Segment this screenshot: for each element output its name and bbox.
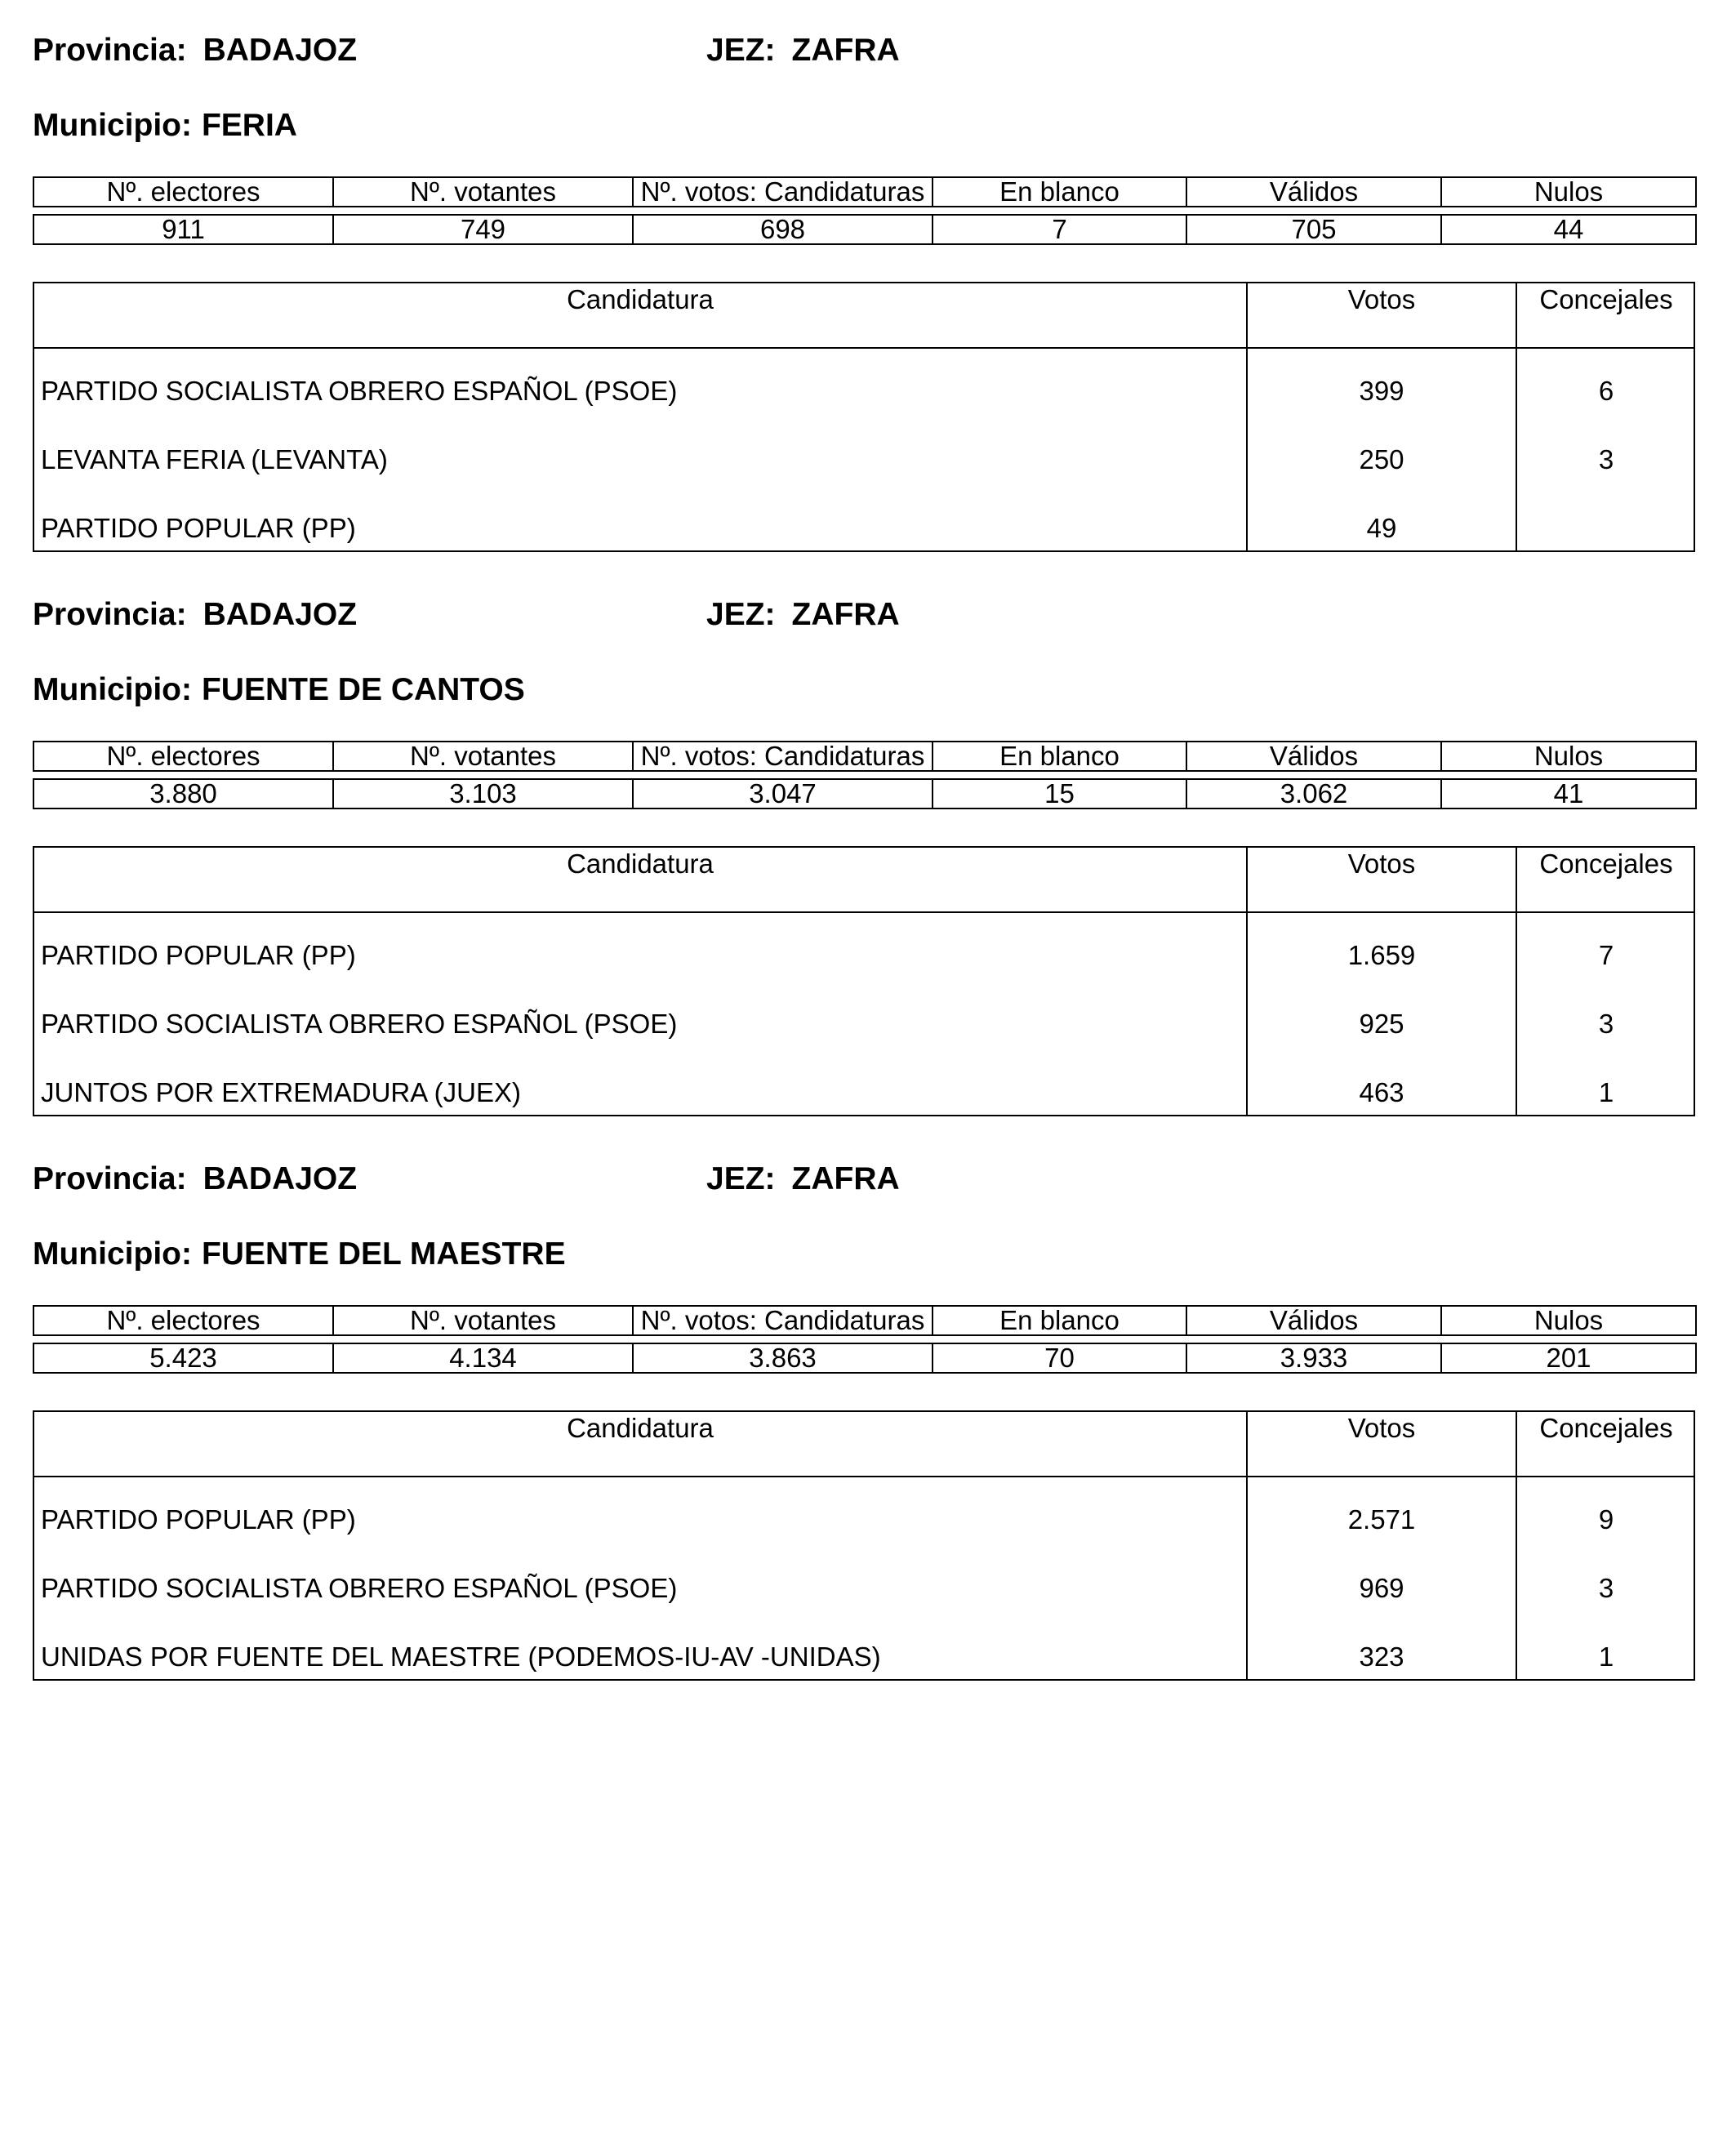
stats-header-row [33, 742, 1696, 771]
stats-header-cell: Nº. votos: Candidaturas [633, 742, 933, 771]
provincia-value: BADAJOZ [203, 597, 358, 632]
stats-value-cell: 911 [33, 215, 333, 244]
jez-label: JEZ: [706, 1161, 776, 1196]
candidate-concejales: 3 [1598, 1009, 1614, 1039]
candidate-votes: 250 [1359, 444, 1404, 474]
stats-header-cell: Nº. votantes [333, 742, 633, 771]
municipio-value: FERIA [201, 108, 297, 143]
municipio-value: FUENTE DEL MAESTRE [201, 1236, 566, 1272]
jez-label: JEZ: [706, 597, 776, 632]
municipio-value: FUENTE DE CANTOS [201, 672, 525, 707]
stats-header-cell: Nº. electores [33, 742, 333, 771]
stats-value-row [33, 779, 1696, 808]
stats-value-cell: 3.062 [1186, 779, 1441, 808]
stats-value-cell: 70 [933, 1343, 1186, 1373]
concejales-header: Concejales [1539, 849, 1673, 879]
stats-value-cell: 749 [333, 215, 633, 244]
candidate-name: PARTIDO POPULAR (PP) [41, 940, 356, 970]
jez-heading [706, 34, 900, 66]
candidate-name: PARTIDO POPULAR (PP) [41, 513, 356, 543]
jez-value: ZAFRA [791, 597, 900, 632]
votos-header: Votos [1347, 284, 1416, 314]
candidate-row [34, 1641, 1694, 1673]
stats-header-cell: Válidos [1186, 1306, 1441, 1335]
candidate-concejales: 1 [1598, 1642, 1614, 1672]
candidate-name: LEVANTA FERIA (LEVANTA) [41, 444, 388, 474]
candidate-votes: 925 [1359, 1009, 1404, 1039]
stats-value-cell: 7 [933, 215, 1186, 244]
candidate-row [34, 375, 1694, 408]
jez-label: JEZ: [706, 33, 776, 68]
candidate-votes: 399 [1359, 376, 1404, 406]
stats-value-cell: 15 [933, 779, 1186, 808]
candidate-row [34, 1572, 1694, 1605]
jez-heading [706, 1163, 900, 1195]
stats-header-cell: Válidos [1186, 742, 1441, 771]
stats-header-cell: Nº. votos: Candidaturas [633, 1306, 933, 1335]
provincia-heading [33, 34, 357, 66]
stats-header-cell: Nº. votantes [333, 177, 633, 207]
provincia-label: Provincia: [33, 33, 187, 68]
stats-table [33, 1305, 1697, 1374]
candidate-row [34, 1076, 1694, 1109]
stats-value-cell: 5.423 [33, 1343, 333, 1373]
stats-header-cell: Nº. votantes [333, 1306, 633, 1335]
jez-value: ZAFRA [791, 33, 900, 68]
provincia-heading [33, 599, 357, 630]
stats-header-cell: Nulos [1441, 1306, 1696, 1335]
candidate-row [34, 1503, 1694, 1536]
municipio-label: Municipio: [33, 672, 192, 707]
municipio-heading [33, 109, 297, 141]
stats-header-cell: Nº. votos: Candidaturas [633, 177, 933, 207]
votos-header: Votos [1347, 849, 1416, 879]
candidates-table [33, 1410, 1695, 1681]
candidate-votes: 323 [1359, 1642, 1404, 1672]
candidate-name: JUNTOS POR EXTREMADURA (JUEX) [41, 1077, 521, 1107]
stats-value-row [33, 215, 1696, 244]
candidatura-header: Candidatura [567, 1413, 714, 1443]
stats-header-cell: En blanco [933, 1306, 1186, 1335]
candidate-votes: 49 [1366, 513, 1397, 543]
candidate-row [34, 443, 1694, 476]
candidates-table [33, 846, 1695, 1116]
stats-header-cell: Nº. electores [33, 177, 333, 207]
stats-value-cell: 698 [633, 215, 933, 244]
candidate-votes: 969 [1359, 1573, 1404, 1603]
concejales-header: Concejales [1539, 284, 1673, 314]
stats-header-cell: En blanco [933, 177, 1186, 207]
municipio-label: Municipio: [33, 108, 192, 143]
stats-table [33, 176, 1697, 245]
jez-heading [706, 599, 900, 630]
provincia-label: Provincia: [33, 1161, 187, 1196]
candidate-name: PARTIDO POPULAR (PP) [41, 1504, 356, 1535]
stats-value-cell: 3.880 [33, 779, 333, 808]
municipio-heading [33, 674, 525, 706]
stats-value-cell: 3.933 [1186, 1343, 1441, 1373]
candidates-table [33, 282, 1695, 552]
stats-value-cell: 44 [1441, 215, 1696, 244]
stats-value-cell: 3.047 [633, 779, 933, 808]
stats-value-row [33, 1343, 1696, 1373]
candidate-votes: 2.571 [1347, 1504, 1416, 1535]
stats-table [33, 741, 1697, 809]
candidatura-header: Candidatura [567, 284, 714, 314]
stats-value-cell: 201 [1441, 1343, 1696, 1373]
concejales-header: Concejales [1539, 1413, 1673, 1443]
candidate-name: PARTIDO SOCIALISTA OBRERO ESPAÑOL (PSOE) [41, 1009, 678, 1039]
candidate-concejales: 6 [1598, 376, 1614, 406]
candidate-row [34, 512, 1694, 545]
stats-header-cell: Nº. electores [33, 1306, 333, 1335]
votos-header: Votos [1347, 1413, 1416, 1443]
stats-header-cell: Nulos [1441, 742, 1696, 771]
candidatura-header: Candidatura [567, 849, 714, 879]
stats-value-cell: 4.134 [333, 1343, 633, 1373]
stats-header-cell: En blanco [933, 742, 1186, 771]
candidate-concejales: 3 [1598, 1573, 1614, 1603]
provincia-heading [33, 1163, 357, 1195]
candidate-row [34, 939, 1694, 972]
stats-value-cell: 705 [1186, 215, 1441, 244]
candidate-name: UNIDAS POR FUENTE DEL MAESTRE (PODEMOS-IU-AV -UNIDAS) [41, 1642, 881, 1672]
provincia-value: BADAJOZ [203, 33, 358, 68]
candidate-concejales: 3 [1598, 444, 1614, 474]
stats-value-cell: 3.863 [633, 1343, 933, 1373]
candidate-name: PARTIDO SOCIALISTA OBRERO ESPAÑOL (PSOE) [41, 1573, 678, 1603]
municipio-label: Municipio: [33, 1236, 192, 1272]
stats-value-cell: 41 [1441, 779, 1696, 808]
candidate-concejales: 9 [1598, 1504, 1614, 1535]
candidate-row [34, 1008, 1694, 1040]
stats-header-row [33, 1306, 1696, 1335]
stats-header-cell: Nulos [1441, 177, 1696, 207]
stats-value-cell: 3.103 [333, 779, 633, 808]
provincia-value: BADAJOZ [203, 1161, 358, 1196]
municipio-heading [33, 1238, 566, 1270]
candidate-concejales: 1 [1598, 1077, 1614, 1107]
candidate-votes: 1.659 [1347, 940, 1416, 970]
candidate-votes: 463 [1359, 1077, 1404, 1107]
stats-header-cell: Válidos [1186, 177, 1441, 207]
candidate-concejales: 7 [1598, 940, 1614, 970]
candidate-name: PARTIDO SOCIALISTA OBRERO ESPAÑOL (PSOE) [41, 376, 678, 406]
stats-header-row [33, 177, 1696, 207]
provincia-label: Provincia: [33, 597, 187, 632]
jez-value: ZAFRA [791, 1161, 900, 1196]
